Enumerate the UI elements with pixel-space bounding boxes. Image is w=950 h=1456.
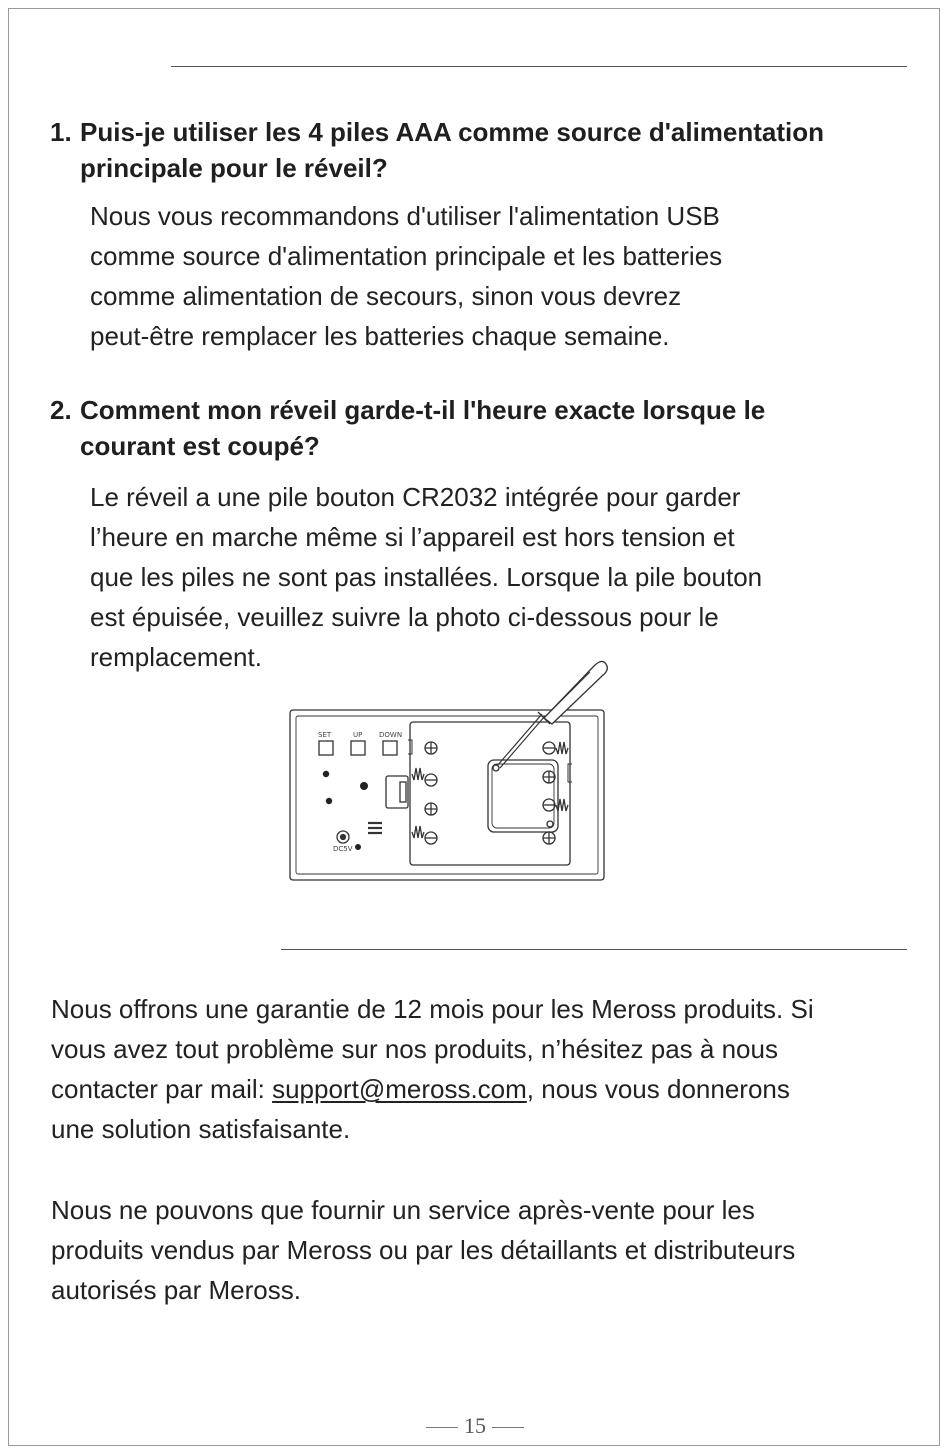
device-frame — [290, 710, 604, 880]
warranty-line — [51, 1069, 911, 1109]
faq-question-text: Puis-je utiliser les 4 piles AAA comme source d'alimentation — [80, 117, 825, 147]
support-email-link[interactable]: support@meross.com — [272, 1074, 527, 1104]
footer-dash — [426, 1427, 458, 1428]
service-line: Nous ne pouvons que fournir un service après-vente pour les — [51, 1195, 755, 1225]
holder-screw-bottom — [547, 821, 553, 827]
page-number: 15 — [464, 1413, 486, 1438]
faq-number: 2. — [50, 395, 72, 425]
faq-number: 1. — [50, 117, 72, 147]
answer-line: Nous vous recommandons d'utiliser l'alimentation USB — [90, 201, 720, 231]
faq-question-2 — [50, 392, 910, 464]
answer-line: que les piles ne sont pas installées. Lorsque la pile bouton — [90, 562, 763, 592]
holder-screw-top — [493, 765, 499, 771]
faq-question-text: courant est coupé? — [80, 431, 320, 461]
spring-icon — [412, 768, 424, 780]
service-line: autorisés par Meross. — [51, 1275, 301, 1305]
faq-answer-2 — [90, 477, 870, 677]
screwdriver-icon — [497, 661, 607, 768]
service-paragraph — [51, 1190, 911, 1310]
answer-line: remplacement. — [90, 642, 262, 672]
spring-icon — [412, 826, 424, 838]
answer-line: Le réveil a une pile bouton CR2032 intégrée pour garder — [90, 482, 741, 512]
side-switch-knob — [400, 782, 406, 802]
faq-question-1 — [50, 114, 910, 186]
faq-question-text: principale pour le réveil? — [80, 153, 388, 183]
answer-line: l’heure en marche même si l’appareil est hors tension et — [90, 522, 735, 552]
battery-replacement-diagram — [288, 652, 608, 884]
set-label: SET — [318, 731, 332, 739]
top-divider — [171, 66, 907, 67]
middle-divider — [281, 949, 907, 950]
warranty-line: Nous offrons une garantie de 12 mois pour les Meross produits. Si — [51, 994, 814, 1024]
warranty-line: vous avez tout problème sur nos produits, n’hésitez pas à nous — [51, 1034, 778, 1064]
down-button — [383, 741, 397, 755]
faq-question-text: Comment mon réveil garde-t-il l'heure exacte lorsque le — [80, 395, 766, 425]
spring-icon — [556, 742, 568, 754]
faq-answer-1 — [90, 196, 870, 356]
footer-dash — [492, 1427, 524, 1428]
answer-line: est épuisée, veuillez suivre la photo ci-dessous pour le — [90, 602, 719, 632]
side-switch — [386, 776, 408, 808]
down-label: DOWN — [379, 731, 403, 739]
answer-line: comme source d'alimentation principale et les batteries — [90, 241, 723, 271]
set-button — [319, 741, 333, 755]
answer-line: peut-être remplacer les batteries chaque semaine. — [90, 321, 670, 351]
up-button — [351, 741, 365, 755]
dc-jack-center — [341, 835, 346, 840]
answer-line: comme alimentation de secours, sinon vous devrez — [90, 281, 682, 311]
service-line: produits vendus par Meross ou par les détaillants et distributeurs — [51, 1235, 796, 1265]
warranty-text: contacter par mail: — [51, 1074, 273, 1104]
warranty-text: , nous vous donnerons — [526, 1074, 790, 1104]
warranty-paragraph — [51, 989, 911, 1149]
dc5v-label: DC5V — [333, 845, 353, 853]
page-footer — [0, 1413, 950, 1439]
up-label: UP — [353, 731, 363, 739]
warranty-line: une solution satisfaisante. — [51, 1114, 351, 1144]
